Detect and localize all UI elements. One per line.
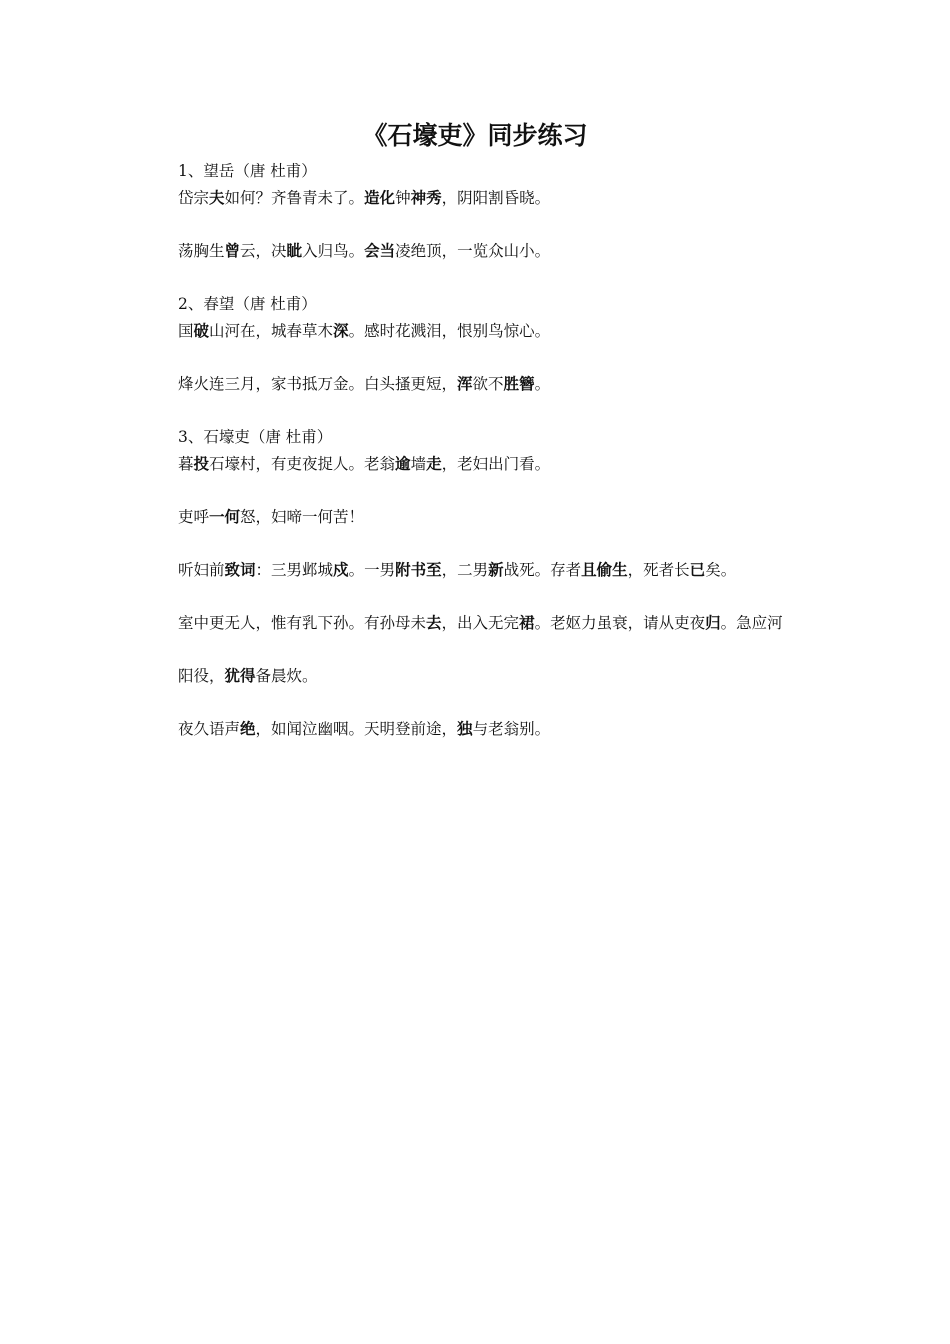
text-span: 战死。存者 — [503, 561, 582, 579]
text-span: 墙 — [410, 455, 427, 473]
bold-annotated-word: 附书至 — [395, 561, 442, 579]
heading-poem-2 — [178, 293, 317, 315]
text-span: 钟 — [395, 189, 411, 207]
text-span: 矣。 — [705, 561, 737, 579]
text-span: 凌绝顶，一览众山小。 — [395, 242, 551, 260]
text-span: 夜久语声 — [178, 720, 241, 738]
text-span: 。一男 — [348, 561, 396, 579]
text-span: 荡胸生 — [178, 242, 225, 260]
poem-3-line-6 — [178, 718, 550, 740]
bold-annotated-word: 戍 — [333, 561, 349, 579]
text-span: ，死者长 — [627, 561, 690, 579]
poem-3-line-1 — [178, 453, 550, 475]
text-span: ，出入无完 — [441, 614, 520, 632]
heading-poem-1 — [178, 160, 317, 182]
text-span: 1、望岳（唐 杜甫） — [178, 162, 317, 180]
poem-2-line-1 — [178, 320, 550, 342]
text-span: 欲不 — [472, 375, 504, 393]
text-span: 石壕村，有吏夜捉人。老翁 — [209, 455, 396, 473]
text-span: 烽火连三月，家书抵万金。白头搔更短， — [178, 375, 458, 393]
poem-1-line-2 — [178, 240, 550, 262]
bold-annotated-word: 投 — [193, 455, 210, 473]
text-span: 2、春望（唐 杜甫） — [178, 295, 317, 313]
bold-annotated-word: 且偷生 — [581, 561, 628, 579]
text-span: 国 — [178, 322, 194, 340]
bold-annotated-word: 胜簪 — [503, 375, 535, 393]
bold-annotated-word: 绝 — [240, 720, 256, 738]
text-span: 入归鸟。 — [302, 242, 365, 260]
bold-annotated-word: 已 — [689, 561, 706, 579]
bold-annotated-word: 浑 — [457, 375, 473, 393]
bold-annotated-word: 一何 — [209, 508, 241, 526]
text-span: ，如闻泣幽咽。天明登前途， — [255, 720, 458, 738]
poem-3-line-2 — [178, 506, 364, 528]
text-span: ，老妇出门看。 — [441, 455, 551, 473]
text-span: 山河在，城春草木 — [209, 322, 334, 340]
text-span: 与老翁别。 — [472, 720, 551, 738]
text-span: 怒，妇啼一何苦！ — [240, 508, 365, 526]
text-span: 听妇前 — [178, 561, 225, 579]
text-span: 。感时花溅泪，恨别鸟惊心。 — [348, 322, 551, 340]
text-span: 如何？齐鲁青未了。 — [224, 189, 365, 207]
bold-annotated-word: 归 — [705, 614, 721, 632]
poem-3-line-3 — [178, 559, 736, 581]
bold-annotated-word: 破 — [193, 322, 210, 340]
bold-annotated-word: 犹得 — [224, 667, 256, 685]
bold-annotated-word: 夫 — [209, 189, 225, 207]
bold-annotated-word: 逾 — [395, 455, 411, 473]
bold-annotated-word: 走 — [426, 455, 442, 473]
poem-1-line-1 — [178, 187, 550, 209]
poem-3-line-5 — [178, 665, 318, 687]
text-span: 备晨炊。 — [255, 667, 318, 685]
heading-poem-3 — [178, 426, 332, 448]
document-title: 《石壕吏》同步练习 — [362, 121, 588, 150]
text-span: 吏呼 — [178, 508, 210, 526]
bold-annotated-word: 会当 — [364, 242, 396, 260]
text-span: 云，决 — [240, 242, 287, 260]
text-span: 。 — [534, 375, 551, 393]
poem-2-line-2 — [178, 373, 550, 395]
text-span: 岱宗 — [178, 189, 210, 207]
text-span: 暮 — [178, 455, 194, 473]
bold-annotated-word: 造化 — [364, 189, 396, 207]
text-span: ，阴阳割昏晓。 — [441, 189, 551, 207]
poem-3-line-4 — [178, 612, 783, 634]
bold-annotated-word: 独 — [457, 720, 473, 738]
bold-annotated-word: 裙 — [519, 614, 535, 632]
bold-annotated-word: 新 — [488, 561, 504, 579]
text-span: 室中更无人，惟有乳下孙。有孙母未 — [178, 614, 427, 632]
text-span: 3、石壕吏（唐 杜甫） — [178, 428, 333, 446]
text-span: ，二男 — [441, 561, 489, 579]
bold-annotated-word: 致词 — [224, 561, 256, 579]
bold-annotated-word: 神秀 — [410, 189, 442, 207]
bold-annotated-word: 眦 — [286, 242, 303, 260]
text-span: 。老妪力虽衰，请从吏夜 — [534, 614, 706, 632]
text-span: 。急应河 — [720, 614, 783, 632]
bold-annotated-word: 去 — [426, 614, 442, 632]
bold-annotated-word: 深 — [333, 322, 349, 340]
text-span: 阳役， — [178, 667, 225, 685]
bold-annotated-word: 曾 — [224, 242, 241, 260]
text-span: ：三男邺城 — [255, 561, 334, 579]
